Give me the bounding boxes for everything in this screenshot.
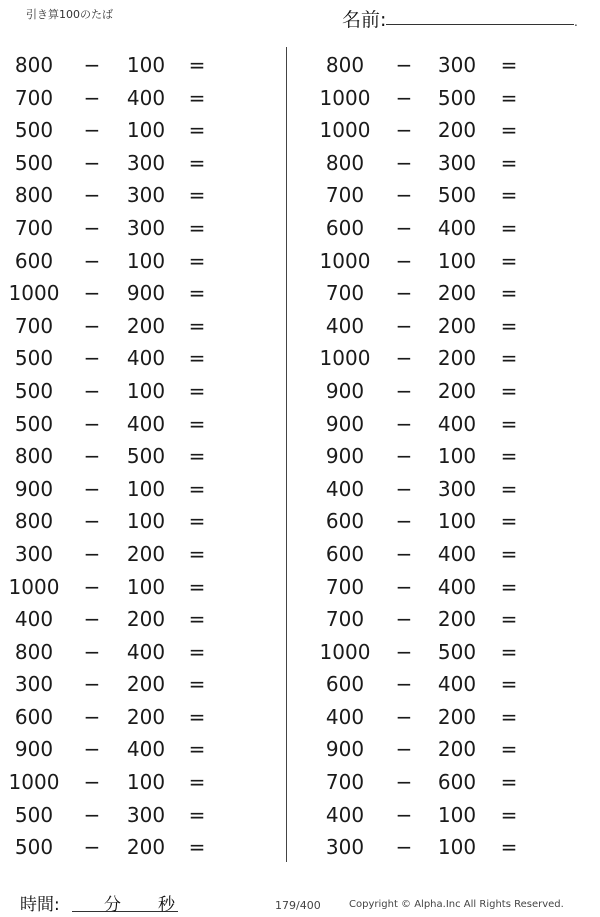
problem-row xyxy=(310,81,590,114)
problem-row xyxy=(310,667,590,700)
equals-sign: = xyxy=(500,444,518,469)
equals-sign: = xyxy=(500,118,518,143)
equals-sign: = xyxy=(500,85,518,110)
minus-sign: − xyxy=(83,183,101,208)
subtrahend: 500 xyxy=(437,183,477,208)
subtrahend: 100 xyxy=(126,509,166,534)
subtrahend: 200 xyxy=(126,313,166,338)
equals-sign: = xyxy=(188,150,206,175)
minus-sign: − xyxy=(395,770,413,795)
name-line-end: . xyxy=(574,15,578,29)
problem-row xyxy=(0,765,280,798)
equals-sign: = xyxy=(500,313,518,338)
minus-sign: − xyxy=(395,118,413,143)
equals-sign: = xyxy=(500,248,518,273)
equals-sign: = xyxy=(188,607,206,632)
minus-sign: − xyxy=(395,509,413,534)
equals-sign: = xyxy=(188,281,206,306)
minus-sign: − xyxy=(395,85,413,110)
minuend: 500 xyxy=(14,802,54,827)
subtrahend: 400 xyxy=(126,639,166,664)
subtrahend: 200 xyxy=(437,346,477,371)
minus-sign: − xyxy=(395,607,413,632)
minus-sign: − xyxy=(395,541,413,566)
equals-sign: = xyxy=(500,476,518,501)
subtrahend: 400 xyxy=(126,411,166,436)
minus-sign: − xyxy=(83,313,101,338)
minus-sign: − xyxy=(395,248,413,273)
problem-row xyxy=(0,407,280,440)
minus-sign: − xyxy=(395,53,413,77)
minuend: 700 xyxy=(14,85,54,110)
equals-sign: = xyxy=(500,737,518,762)
minus-sign: − xyxy=(395,313,413,338)
equals-sign: = xyxy=(188,704,206,729)
problem-row xyxy=(310,146,590,179)
equals-sign: = xyxy=(500,215,518,240)
equals-sign: = xyxy=(500,835,518,860)
minus-sign: − xyxy=(395,150,413,175)
minuend: 400 xyxy=(325,802,365,827)
minuend: 1000 xyxy=(319,118,371,143)
minus-sign: − xyxy=(395,346,413,371)
subtrahend: 100 xyxy=(126,378,166,403)
problem-row xyxy=(0,635,280,668)
problem-row xyxy=(310,765,590,798)
subtrahend: 100 xyxy=(437,509,477,534)
minuend: 300 xyxy=(14,541,54,566)
subtrahend: 200 xyxy=(437,313,477,338)
minuend: 400 xyxy=(14,607,54,632)
problem-row xyxy=(0,570,280,603)
subtrahend: 100 xyxy=(437,802,477,827)
minuend: 600 xyxy=(325,509,365,534)
minus-sign: − xyxy=(395,215,413,240)
minuend: 300 xyxy=(14,672,54,697)
subtrahend: 200 xyxy=(437,378,477,403)
equals-sign: = xyxy=(500,411,518,436)
minus-sign: − xyxy=(83,281,101,306)
minuend: 700 xyxy=(325,183,365,208)
problem-row xyxy=(0,341,280,374)
subtrahend: 100 xyxy=(126,770,166,795)
minuend: 700 xyxy=(325,770,365,795)
problem-row xyxy=(310,244,590,277)
minuend: 800 xyxy=(14,509,54,534)
problem-row xyxy=(310,472,590,505)
minuend: 500 xyxy=(14,150,54,175)
subtrahend: 300 xyxy=(126,183,166,208)
subtrahend: 200 xyxy=(437,704,477,729)
minus-sign: − xyxy=(83,704,101,729)
problem-row xyxy=(0,81,280,114)
minuend: 1000 xyxy=(8,770,60,795)
minuend: 800 xyxy=(14,639,54,664)
problem-row xyxy=(0,244,280,277)
minus-sign: − xyxy=(83,672,101,697)
minus-sign: − xyxy=(83,378,101,403)
equals-sign: = xyxy=(188,574,206,599)
left-problem-column xyxy=(0,48,280,863)
worksheet-title: 引き算100のたば xyxy=(26,8,113,21)
minus-sign: − xyxy=(83,509,101,534)
minus-sign: − xyxy=(395,281,413,306)
minuend: 1000 xyxy=(319,85,371,110)
minuend: 700 xyxy=(325,574,365,599)
minuend: 400 xyxy=(325,704,365,729)
problem-row xyxy=(0,732,280,765)
problem-row xyxy=(0,602,280,635)
equals-sign: = xyxy=(188,541,206,566)
minus-sign: − xyxy=(83,85,101,110)
subtrahend: 200 xyxy=(126,672,166,697)
subtrahend: 100 xyxy=(126,476,166,501)
subtrahend: 300 xyxy=(437,150,477,175)
equals-sign: = xyxy=(188,215,206,240)
subtrahend: 400 xyxy=(437,541,477,566)
minuend: 400 xyxy=(325,313,365,338)
equals-sign: = xyxy=(188,313,206,338)
equals-sign: = xyxy=(188,444,206,469)
minuend: 600 xyxy=(325,215,365,240)
seconds-label: 秒 xyxy=(158,895,175,915)
minuend: 900 xyxy=(325,378,365,403)
problem-row xyxy=(0,276,280,309)
equals-sign: = xyxy=(500,378,518,403)
problem-row xyxy=(310,178,590,211)
subtrahend: 100 xyxy=(126,118,166,143)
minus-sign: − xyxy=(83,248,101,273)
equals-sign: = xyxy=(500,672,518,697)
problem-row xyxy=(310,374,590,407)
time-label: 時間: xyxy=(20,895,60,915)
equals-sign: = xyxy=(188,248,206,273)
subtrahend: 400 xyxy=(437,215,477,240)
minuend: 900 xyxy=(325,444,365,469)
minuend: 600 xyxy=(14,704,54,729)
equals-sign: = xyxy=(188,672,206,697)
problem-row xyxy=(310,48,590,81)
problem-row xyxy=(0,504,280,537)
minus-sign: − xyxy=(395,639,413,664)
minuend: 800 xyxy=(325,150,365,175)
minus-sign: − xyxy=(83,770,101,795)
equals-sign: = xyxy=(500,541,518,566)
equals-sign: = xyxy=(188,53,206,77)
minus-sign: − xyxy=(395,737,413,762)
problem-row xyxy=(310,830,590,863)
problem-row xyxy=(0,830,280,863)
subtrahend: 100 xyxy=(126,53,166,77)
minuend: 400 xyxy=(325,476,365,501)
subtrahend: 100 xyxy=(437,835,477,860)
minuend: 800 xyxy=(14,183,54,208)
problem-row xyxy=(0,667,280,700)
problem-row xyxy=(310,537,590,570)
minus-sign: − xyxy=(83,541,101,566)
minus-sign: − xyxy=(395,574,413,599)
subtrahend: 200 xyxy=(126,835,166,860)
equals-sign: = xyxy=(188,770,206,795)
equals-sign: = xyxy=(188,378,206,403)
subtrahend: 600 xyxy=(437,770,477,795)
minus-sign: − xyxy=(395,704,413,729)
subtrahend: 300 xyxy=(126,802,166,827)
problem-row xyxy=(310,309,590,342)
problem-row xyxy=(0,113,280,146)
equals-sign: = xyxy=(188,835,206,860)
minuend: 900 xyxy=(325,737,365,762)
minuend: 300 xyxy=(325,835,365,860)
problem-row xyxy=(310,113,590,146)
subtrahend: 100 xyxy=(437,444,477,469)
equals-sign: = xyxy=(188,639,206,664)
problem-row xyxy=(310,407,590,440)
minus-sign: − xyxy=(83,53,101,77)
subtrahend: 300 xyxy=(437,53,477,77)
subtrahend: 200 xyxy=(437,607,477,632)
minus-sign: − xyxy=(83,346,101,371)
subtrahend: 100 xyxy=(437,248,477,273)
minus-sign: − xyxy=(83,476,101,501)
minus-sign: − xyxy=(83,444,101,469)
problem-row xyxy=(310,439,590,472)
minuend: 600 xyxy=(14,248,54,273)
name-line xyxy=(386,24,574,25)
minus-sign: − xyxy=(395,378,413,403)
problem-row xyxy=(0,374,280,407)
subtrahend: 100 xyxy=(126,248,166,273)
problem-row xyxy=(0,537,280,570)
equals-sign: = xyxy=(500,509,518,534)
equals-sign: = xyxy=(188,476,206,501)
minus-sign: − xyxy=(395,835,413,860)
problem-row xyxy=(310,635,590,668)
equals-sign: = xyxy=(500,639,518,664)
problem-row xyxy=(0,146,280,179)
problem-row xyxy=(310,602,590,635)
equals-sign: = xyxy=(188,509,206,534)
minuend: 500 xyxy=(14,411,54,436)
equals-sign: = xyxy=(188,183,206,208)
equals-sign: = xyxy=(188,411,206,436)
equals-sign: = xyxy=(500,183,518,208)
subtrahend: 500 xyxy=(437,639,477,664)
minuend: 1000 xyxy=(319,639,371,664)
minuend: 600 xyxy=(325,541,365,566)
equals-sign: = xyxy=(500,770,518,795)
subtrahend: 500 xyxy=(437,85,477,110)
equals-sign: = xyxy=(500,346,518,371)
equals-sign: = xyxy=(500,607,518,632)
subtrahend: 400 xyxy=(126,737,166,762)
problem-row xyxy=(310,211,590,244)
problem-row xyxy=(0,439,280,472)
minus-sign: − xyxy=(83,737,101,762)
minuend: 1000 xyxy=(8,281,60,306)
problem-row xyxy=(310,341,590,374)
problem-row xyxy=(310,276,590,309)
problem-row xyxy=(0,798,280,831)
minuend: 800 xyxy=(14,53,54,77)
subtrahend: 300 xyxy=(126,215,166,240)
minus-sign: − xyxy=(395,802,413,827)
minus-sign: − xyxy=(395,411,413,436)
subtrahend: 400 xyxy=(437,672,477,697)
minus-sign: − xyxy=(83,574,101,599)
minus-sign: − xyxy=(395,444,413,469)
minuend: 700 xyxy=(325,281,365,306)
minutes-label: 分 xyxy=(104,895,121,915)
minuend: 500 xyxy=(14,835,54,860)
column-divider xyxy=(286,47,287,862)
minus-sign: − xyxy=(395,672,413,697)
equals-sign: = xyxy=(500,802,518,827)
minuend: 500 xyxy=(14,346,54,371)
subtrahend: 400 xyxy=(126,85,166,110)
subtrahend: 200 xyxy=(437,737,477,762)
subtrahend: 200 xyxy=(126,704,166,729)
problem-row xyxy=(0,211,280,244)
minuend: 700 xyxy=(14,215,54,240)
equals-sign: = xyxy=(188,737,206,762)
equals-sign: = xyxy=(188,118,206,143)
subtrahend: 300 xyxy=(126,150,166,175)
equals-sign: = xyxy=(500,53,518,77)
minus-sign: − xyxy=(83,639,101,664)
minus-sign: − xyxy=(395,183,413,208)
minuend: 900 xyxy=(14,737,54,762)
subtrahend: 500 xyxy=(126,444,166,469)
subtrahend: 400 xyxy=(437,574,477,599)
minuend: 1000 xyxy=(319,346,371,371)
copyright: Copyright © Alpha.Inc All Rights Reserved. xyxy=(349,899,564,910)
minuend: 900 xyxy=(325,411,365,436)
equals-sign: = xyxy=(188,802,206,827)
equals-sign: = xyxy=(500,704,518,729)
minuend: 700 xyxy=(325,607,365,632)
subtrahend: 200 xyxy=(437,118,477,143)
right-problem-column xyxy=(310,48,590,863)
equals-sign: = xyxy=(188,346,206,371)
minuend: 800 xyxy=(14,444,54,469)
minuend: 900 xyxy=(14,476,54,501)
problem-row xyxy=(0,700,280,733)
problem-row xyxy=(310,570,590,603)
problem-row xyxy=(310,798,590,831)
minus-sign: − xyxy=(83,835,101,860)
page-number: 179/400 xyxy=(275,899,321,912)
minus-sign: − xyxy=(83,150,101,175)
minuend: 700 xyxy=(14,313,54,338)
minus-sign: − xyxy=(395,476,413,501)
problem-row xyxy=(0,472,280,505)
subtrahend: 900 xyxy=(126,281,166,306)
problem-row xyxy=(0,48,280,81)
name-label: 名前: xyxy=(342,9,387,31)
equals-sign: = xyxy=(500,150,518,175)
problem-row xyxy=(310,732,590,765)
subtrahend: 400 xyxy=(437,411,477,436)
minuend: 600 xyxy=(325,672,365,697)
equals-sign: = xyxy=(500,281,518,306)
minuend: 1000 xyxy=(319,248,371,273)
minus-sign: − xyxy=(83,118,101,143)
problem-row xyxy=(0,178,280,211)
minus-sign: − xyxy=(83,411,101,436)
subtrahend: 200 xyxy=(437,281,477,306)
problem-row xyxy=(310,700,590,733)
subtrahend: 200 xyxy=(126,541,166,566)
subtrahend: 300 xyxy=(437,476,477,501)
subtrahend: 400 xyxy=(126,346,166,371)
minuend: 500 xyxy=(14,378,54,403)
equals-sign: = xyxy=(500,574,518,599)
subtrahend: 100 xyxy=(126,574,166,599)
equals-sign: = xyxy=(188,85,206,110)
subtrahend: 200 xyxy=(126,607,166,632)
minuend: 1000 xyxy=(8,574,60,599)
minuend: 500 xyxy=(14,118,54,143)
minus-sign: − xyxy=(83,607,101,632)
problem-row xyxy=(310,504,590,537)
minus-sign: − xyxy=(83,802,101,827)
problem-row xyxy=(0,309,280,342)
minus-sign: − xyxy=(83,215,101,240)
minuend: 800 xyxy=(325,53,365,77)
